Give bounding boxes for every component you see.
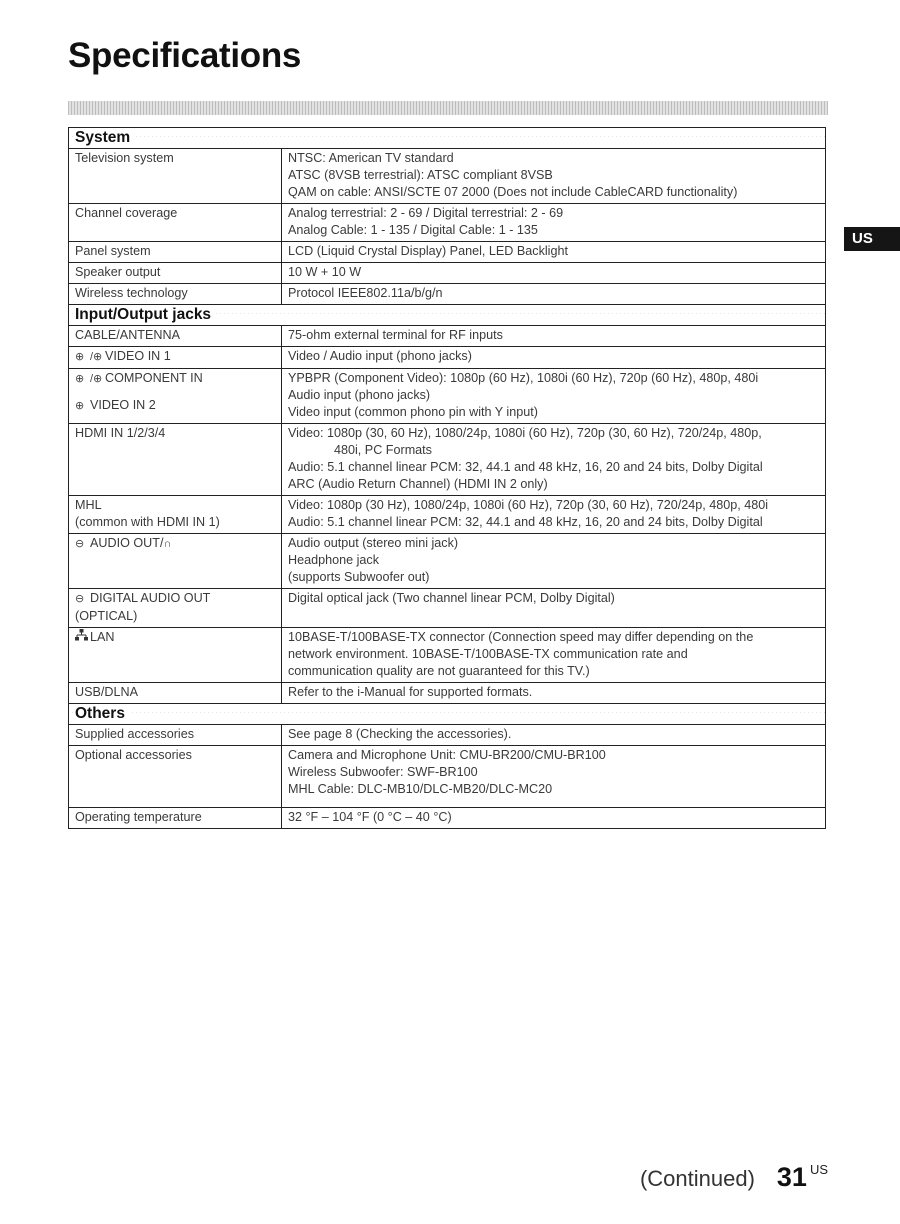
spec-value-line: YPBPR (Component Video): 1080p (60 Hz), 1080i (60 Hz), 720p (60 Hz), 480p, 480i: [288, 371, 759, 385]
spec-value: Refer to the i-Manual for supported formats.: [282, 683, 826, 704]
spec-value-line: Video: 1080p (30, 60 Hz), 1080/24p, 1080i (60 Hz), 720p (30, 60 Hz), 720/24p, 480p,: [288, 426, 762, 440]
spec-value-line: MHL Cable: DLC-MB10/DLC-MB20/DLC-MC20: [288, 782, 553, 796]
spec-label: USB/DLNA: [69, 683, 282, 704]
page-footer: [640, 1162, 828, 1193]
spec-value-line: Analog Cable: 1 - 135 / Digital Cable: 1 - 135: [288, 223, 538, 237]
component-input-icon: ⊕: [75, 373, 85, 385]
spec-value: [282, 284, 826, 305]
spec-label: Speaker output: [69, 263, 282, 284]
spec-label: [69, 534, 282, 589]
section-header-system: [69, 128, 826, 149]
spec-value-line: Camera and Microphone Unit: CMU-BR200/CMU-BR100: [288, 748, 606, 762]
video-input-icon: ⊕: [75, 351, 85, 363]
spec-label: [69, 347, 282, 369]
spec-label: Optional accessories: [69, 746, 282, 808]
spec-value: [282, 242, 826, 263]
spec-row: [69, 369, 826, 424]
spec-row: [69, 808, 826, 829]
headphone-icon: ∩: [163, 538, 172, 550]
spec-row: [69, 242, 826, 263]
network-icon: [75, 629, 89, 647]
spec-value-line: 32 °F – 104 °F (0 °C – 40 °C): [288, 810, 452, 824]
spec-value-line: Audio output (stereo mini jack): [288, 536, 459, 550]
spec-value-line: Audio input (phono jacks): [288, 388, 431, 402]
page-number: 31: [776, 1162, 807, 1192]
spec-value: [282, 725, 826, 746]
spec-label-line: MHL: [75, 498, 102, 512]
spec-value: 75-ohm external terminal for RF inputs: [282, 326, 826, 347]
spec-row: [69, 534, 826, 589]
spec-value-line: QAM on cable: ANSI/SCTE 07 2000 (Does not include CableCARD functionality): [288, 185, 738, 199]
page-number-suffix: US: [809, 1162, 828, 1177]
spec-label: Channel coverage: [69, 204, 282, 242]
section-header-others: [69, 704, 826, 725]
spec-row: [69, 746, 826, 808]
spec-row: [69, 347, 826, 369]
title-rule: [68, 101, 828, 115]
spec-value-line: 480i, PC Formats: [334, 443, 432, 457]
region-tab: US: [844, 227, 900, 251]
spec-value-line: Audio: 5.1 channel linear PCM: 32, 44.1 and 48 kHz, 16, 20 and 24 bits, Dolby Digital: [288, 460, 763, 474]
spec-label: CABLE/ANTENNA: [69, 326, 282, 347]
spec-value: [282, 424, 826, 496]
spec-row: [69, 683, 826, 704]
spec-value: Video / Audio input (phono jacks): [282, 347, 826, 369]
spec-row: [69, 263, 826, 284]
spec-value: [282, 496, 826, 534]
spec-value-line: (supports Subwoofer out): [288, 570, 430, 584]
spec-value-line: Protocol IEEE802.11a/b/g/n: [288, 286, 443, 300]
spec-label-text: LAN: [90, 630, 115, 644]
spec-label-text: AUDIO OUT/: [90, 536, 164, 550]
spec-row: [69, 628, 826, 683]
spec-row: [69, 496, 826, 534]
optical-output-icon: ⊖: [75, 593, 85, 605]
spec-value-line: Video input (common phono pin with Y input): [288, 405, 538, 419]
section-title: System: [75, 129, 134, 146]
spec-label: Television system: [69, 149, 282, 204]
spec-row: [69, 204, 826, 242]
audio-output-icon: ⊖: [75, 538, 85, 550]
spec-row: [69, 149, 826, 204]
spec-label: [69, 369, 282, 424]
spec-label-text: VIDEO IN 2: [90, 398, 156, 412]
spec-label: Panel system: [69, 242, 282, 263]
spec-value-line: ARC (Audio Return Channel) (HDMI IN 2 only): [288, 477, 548, 491]
spec-value: [282, 149, 826, 204]
spec-value-line: NTSC: American TV standard: [288, 151, 454, 165]
spec-value-line: network environment. 10BASE-T/100BASE-TX communication rate and: [288, 647, 688, 661]
spec-value-line: ATSC (8VSB terrestrial): ATSC compliant 8VSB: [288, 168, 553, 182]
spec-label-text: COMPONENT IN: [105, 371, 203, 385]
spec-label-text: VIDEO IN 1: [105, 349, 171, 363]
section-header-io: [69, 305, 826, 326]
spec-label: [69, 589, 282, 628]
spec-value-line: Video: 1080p (30 Hz), 1080/24p, 1080i (60 Hz), 720p (30, 60 Hz), 720/24p, 480p, 480i: [288, 498, 769, 512]
spec-label: HDMI IN 1/2/3/4: [69, 424, 282, 496]
continued-label: (Continued): [639, 1166, 755, 1191]
spec-value-line: communication quality are not guaranteed for this TV.): [288, 664, 590, 678]
spec-value: [282, 628, 826, 683]
spec-value: Digital optical jack (Two channel linear PCM, Dolby Digital): [282, 589, 826, 628]
spec-row: [69, 725, 826, 746]
spec-row: [69, 424, 826, 496]
spec-value-line: Wireless Subwoofer: SWF-BR100: [288, 765, 478, 779]
spec-table: [68, 127, 826, 829]
spec-value-line: 10 W + 10 W: [288, 265, 362, 279]
spec-value-line: Analog terrestrial: 2 - 69 / Digital terrestrial: 2 - 69: [288, 206, 564, 220]
spec-label: Wireless technology: [69, 284, 282, 305]
section-title: Input/Output jacks: [75, 306, 215, 323]
spec-value-line: LCD (Liquid Crystal Display) Panel, LED Backlight: [288, 244, 568, 258]
spec-label-line: (common with HDMI IN 1): [75, 515, 220, 529]
page-title: Specifications: [68, 36, 302, 75]
spec-label: [69, 628, 282, 683]
spec-value-line: Audio: 5.1 channel linear PCM: 32, 44.1 and 48 kHz, 16, 20 and 24 bits, Dolby Digital: [288, 515, 763, 529]
video-input-icon: ⊕: [75, 400, 85, 412]
network-icon-graphic: [75, 629, 88, 641]
section-title: Others: [75, 705, 129, 722]
spec-value: [282, 746, 826, 808]
audio-input-icon: /⊕: [90, 373, 103, 385]
spec-label: [69, 496, 282, 534]
spec-value: [282, 534, 826, 589]
spec-label: Supplied accessories: [69, 725, 282, 746]
spec-row: [69, 589, 826, 628]
spec-value: [282, 204, 826, 242]
spec-row: [69, 326, 826, 347]
spec-value: [282, 369, 826, 424]
audio-input-icon: /⊕: [90, 351, 103, 363]
spec-label-text: DIGITAL AUDIO OUT: [90, 591, 211, 605]
spec-label-line: (OPTICAL): [75, 609, 138, 623]
spec-row: [69, 284, 826, 305]
spec-value-line: Headphone jack: [288, 553, 380, 567]
spec-value: [282, 808, 826, 829]
spec-value-line: See page 8 (Checking the accessories).: [288, 727, 512, 741]
spec-value: [282, 263, 826, 284]
spec-label: Operating temperature: [69, 808, 282, 829]
spec-value-line: 10BASE-T/100BASE-TX connector (Connection speed may differ depending on the: [288, 630, 754, 644]
